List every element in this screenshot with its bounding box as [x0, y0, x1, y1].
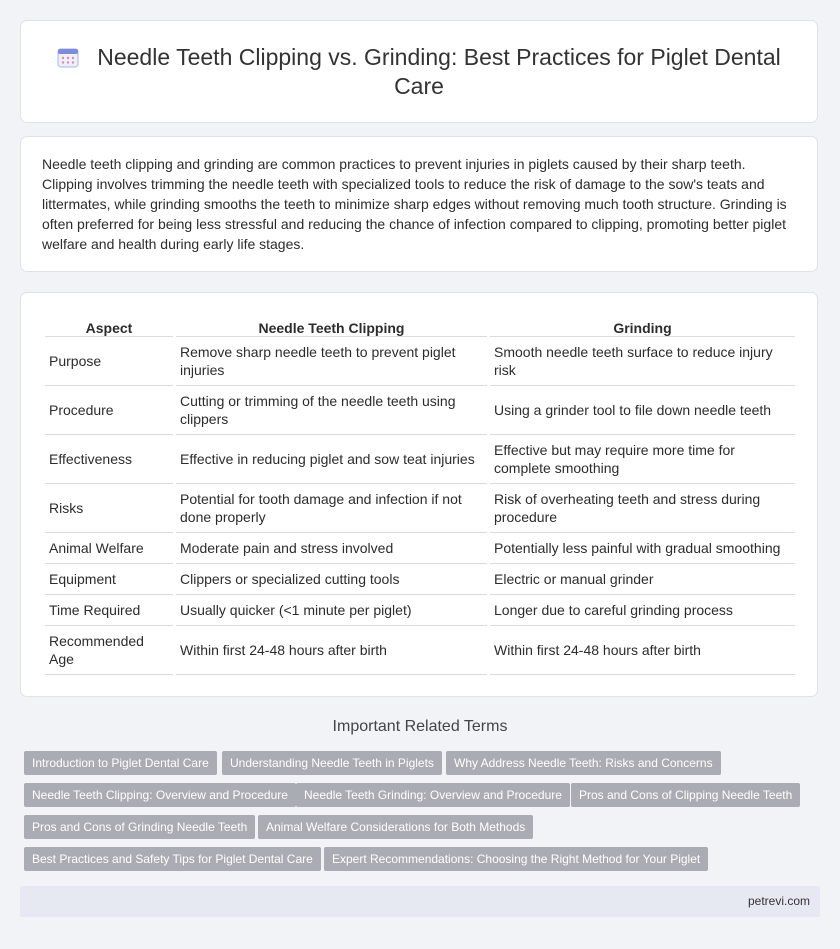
table-cell-aspect: Time Required [45, 595, 173, 626]
table-row [45, 533, 795, 564]
table-row [45, 595, 795, 626]
related-term-tag[interactable]: Pros and Cons of Clipping Needle Teeth [571, 783, 800, 807]
table-cell-clipping: Usually quicker (<1 minute per piglet) [176, 595, 487, 626]
table-cell-clipping: Moderate pain and stress involved [176, 533, 487, 564]
title-card [20, 20, 818, 123]
table-cell-grinding: Using a grinder tool to file down needle teeth [490, 386, 795, 435]
related-term-tag[interactable]: Animal Welfare Considerations for Both Methods [258, 815, 533, 839]
table-cell-grinding: Risk of overheating teeth and stress during procedure [490, 484, 795, 533]
related-term-tag[interactable]: Understanding Needle Teeth in Piglets [222, 751, 442, 775]
table-cell-clipping: Cutting or trimming of the needle teeth using clippers [176, 386, 487, 435]
related-term-tag[interactable]: Expert Recommendations: Choosing the Right Method for Your Piglet [324, 847, 708, 871]
table-cell-aspect: Animal Welfare [45, 533, 173, 564]
comparison-table-card [20, 292, 818, 697]
table-cell-clipping: Effective in reducing piglet and sow teat injuries [176, 435, 487, 484]
intro-card [20, 136, 818, 272]
table-cell-aspect: Effectiveness [45, 435, 173, 484]
calendar-icon [57, 46, 79, 68]
related-terms-heading: Important Related Terms [332, 718, 508, 735]
table-cell-grinding: Electric or manual grinder [490, 564, 795, 595]
table-cell-grinding: Longer due to careful grinding process [490, 595, 795, 626]
table-row [45, 386, 795, 435]
column-header-aspect: Aspect [45, 314, 173, 337]
related-term-tag[interactable]: Pros and Cons of Grinding Needle Teeth [24, 815, 255, 839]
table-row [45, 337, 795, 386]
table-cell-clipping: Remove sharp needle teeth to prevent piglet injuries [176, 337, 487, 386]
table-row [45, 564, 795, 595]
intro-paragraph: Needle teeth clipping and grinding are common practices to prevent injuries in piglets caused by their sharp teeth. Clipping involves trimming the needle teeth with specialized tools to reduce the risk of damage to the sow's teats and littermates, while grinding smooths the teeth to minimize sharp edges without removing much tooth structure. Grinding is often preferred for being less stressful and reducing the chance of infection compared to clipping, promoting better piglet welfare and health during early life stages. [42, 156, 787, 252]
table-cell-aspect: Purpose [45, 337, 173, 386]
table-cell-aspect: Risks [45, 484, 173, 533]
table-cell-clipping: Clippers or specialized cutting tools [176, 564, 487, 595]
related-term-tag[interactable]: Introduction to Piglet Dental Care [24, 751, 217, 775]
related-term-tag[interactable]: Why Address Needle Teeth: Risks and Concerns [446, 751, 721, 775]
table-cell-grinding: Within first 24-48 hours after birth [490, 626, 795, 675]
related-term-tag[interactable]: Needle Teeth Grinding: Overview and Procedure [296, 783, 570, 807]
related-term-tag[interactable]: Best Practices and Safety Tips for Piglet Dental Care [24, 847, 321, 871]
table-row [45, 435, 795, 484]
table-cell-clipping: Potential for tooth damage and infection if not done properly [176, 484, 487, 533]
table-cell-aspect: Recommended Age [45, 626, 173, 675]
table-row [45, 626, 795, 675]
table-cell-clipping: Within first 24-48 hours after birth [176, 626, 487, 675]
page-title [49, 43, 789, 101]
table-cell-grinding: Effective but may require more time for complete smoothing [490, 435, 795, 484]
footer-site-link[interactable]: petrevi.com [747, 894, 810, 908]
table-row [45, 484, 795, 533]
table-cell-grinding: Smooth needle teeth surface to reduce injury risk [490, 337, 795, 386]
column-header-grinding: Grinding [490, 314, 795, 337]
footer [20, 886, 820, 917]
page-title-text: Needle Teeth Clipping vs. Grinding: Best Practices for Piglet Dental Care [97, 44, 781, 99]
table-cell-aspect: Procedure [45, 386, 173, 435]
column-header-clipping: Needle Teeth Clipping [176, 314, 487, 337]
table-cell-grinding: Potentially less painful with gradual smoothing [490, 533, 795, 564]
table-cell-aspect: Equipment [45, 564, 173, 595]
comparison-table [42, 314, 798, 675]
table-header-row [45, 314, 795, 337]
related-term-tag[interactable]: Needle Teeth Clipping: Overview and Procedure [24, 783, 296, 807]
